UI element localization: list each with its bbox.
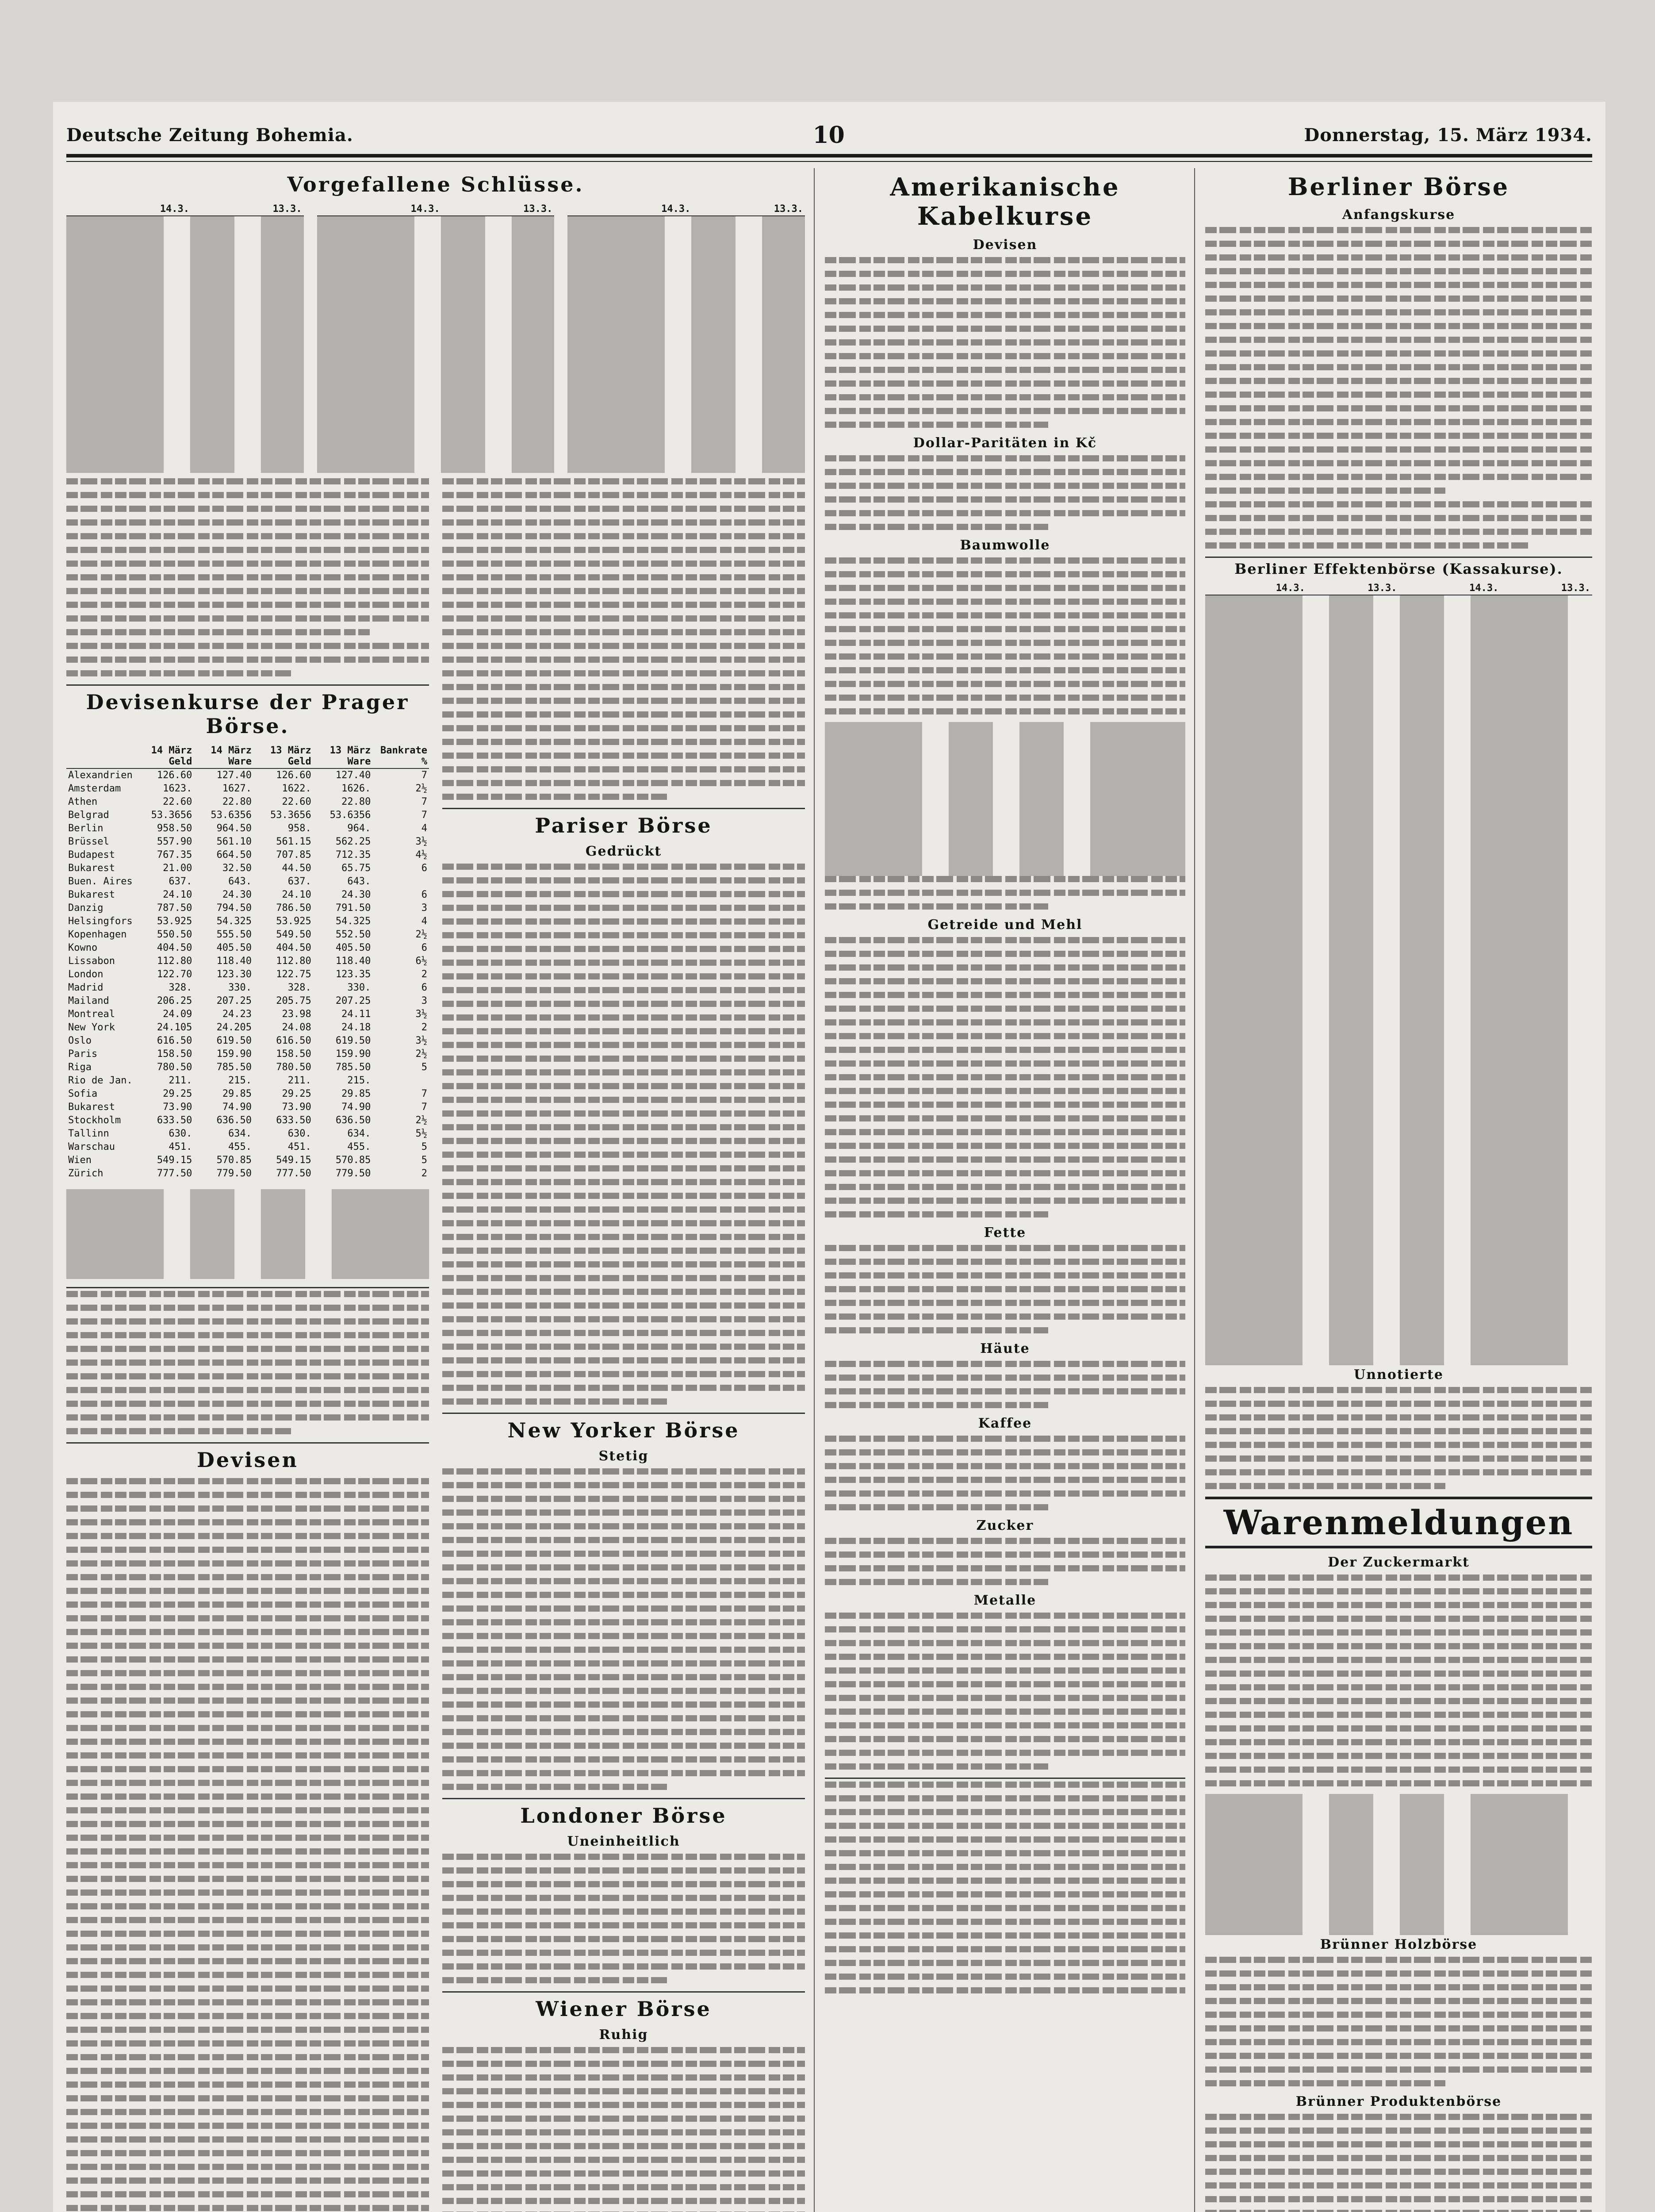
header-rule	[66, 154, 1592, 157]
rate-cell: 549.50	[276, 929, 311, 940]
rate-cell: 328.	[287, 982, 311, 993]
rate-cell: 112.80	[157, 956, 192, 967]
currency-name: Athen	[68, 796, 98, 807]
column-header: 13.3.	[1500, 582, 1592, 595]
currency-name: Montreal	[68, 1009, 115, 1020]
rate-cell: 24.23	[222, 1009, 252, 1020]
table-row	[66, 1008, 429, 1021]
rate-cell: 22.60	[282, 796, 311, 807]
rate-cell: 964.	[347, 823, 371, 834]
currency-name: Berlin	[68, 823, 103, 834]
table-row	[66, 1101, 429, 1114]
vorgefallene-subtable	[317, 203, 555, 473]
currency-name: Oslo	[68, 1035, 92, 1046]
rate-cell: 712.35	[335, 849, 371, 860]
rate-cell: 118.40	[216, 956, 252, 967]
section-title-wiener-boerse: Wiener Börse	[536, 1997, 712, 2021]
rate-cell: 619.50	[216, 1035, 252, 1046]
kaffee: Kaffee	[978, 1416, 1032, 1431]
left-subcolumns	[66, 478, 805, 2212]
table-row	[66, 1087, 429, 1101]
rate-cell: 780.50	[276, 1062, 311, 1073]
rate-cell: 5	[421, 1062, 427, 1073]
rate-cell: 54.325	[335, 916, 371, 927]
rate-cell: 707.85	[276, 849, 311, 860]
newspaper-page	[53, 102, 1605, 2212]
section-title-berliner-effekten: Berliner Effektenbörse (Kassakurse).	[1234, 561, 1563, 577]
rate-cell: 549.15	[276, 1155, 311, 1166]
table-row	[66, 955, 429, 968]
rate-cell: 451.	[169, 1141, 192, 1152]
rate-cell: 211.	[287, 1075, 311, 1086]
rate-cell: 122.75	[276, 969, 311, 980]
column-header: 13 März Ware	[313, 744, 373, 768]
haeute: Häute	[980, 1341, 1030, 1356]
section-title-warenmeldungen: Warenmeldungen	[1205, 1497, 1592, 1548]
rate-cell: 562.25	[335, 836, 371, 847]
table-row	[66, 915, 429, 928]
column-header: 13 März Geld	[253, 744, 313, 768]
rate-cell: 29.25	[163, 1088, 192, 1099]
rate-cell: 207.25	[335, 995, 371, 1006]
column-header: 14.3.	[580, 203, 693, 216]
currency-name: Buen. Aires	[68, 876, 133, 887]
rate-cell: 22.60	[163, 796, 192, 807]
rate-cell: 22.80	[341, 796, 371, 807]
currency-name: Zürich	[68, 1168, 103, 1179]
table-row	[66, 941, 429, 955]
table-row	[66, 968, 429, 981]
rate-cell: 127.40	[216, 770, 252, 781]
rate-cell: 122.70	[157, 969, 192, 980]
rate-cell: 24.18	[341, 1022, 371, 1033]
rate-cell: 24.10	[163, 889, 192, 900]
rate-cell: 643.	[347, 876, 371, 887]
section-title-londoner-boerse: Londoner Börse	[520, 1804, 727, 1828]
vorgefallene-subtable	[567, 203, 805, 473]
page-number: 10	[812, 121, 845, 149]
rate-cell: 3	[421, 995, 427, 1006]
rate-cell: 330.	[347, 982, 371, 993]
rate-cell: 215.	[347, 1075, 371, 1086]
rate-cell: 53.925	[276, 916, 311, 927]
rate-cell: 3½	[415, 1009, 427, 1020]
rate-cell: 2	[421, 1022, 427, 1033]
issue-date: Donnerstag, 15. März 1934.	[1304, 124, 1592, 146]
section-title-devisen: Devisen	[197, 1448, 299, 1472]
rate-cell: 24.09	[163, 1009, 192, 1020]
column-header: 13.3.	[1307, 582, 1399, 595]
rate-cell: 5½	[415, 1128, 427, 1139]
rate-cell: 570.85	[335, 1155, 371, 1166]
vorgefallene-table	[66, 203, 805, 473]
rate-cell: 664.50	[216, 849, 252, 860]
table-row	[66, 1127, 429, 1141]
rate-cell: 74.90	[222, 1102, 252, 1113]
table-row	[66, 835, 429, 849]
rate-cell: 4½	[415, 849, 427, 860]
rate-cell: 53.925	[157, 916, 192, 927]
rate-cell: 636.50	[335, 1115, 371, 1126]
rate-cell: 767.35	[157, 849, 192, 860]
zuckermarkt: Der Zuckermarkt	[1328, 1555, 1470, 1570]
rate-cell: 73.90	[163, 1102, 192, 1113]
table-row	[66, 809, 429, 822]
table-row	[66, 862, 429, 875]
rate-cell: 123.35	[335, 969, 371, 980]
getreide: Getreide und Mehl	[927, 917, 1083, 933]
rate-cell: 555.50	[216, 929, 252, 940]
column-divider	[814, 168, 815, 2212]
currency-name: Warschau	[68, 1141, 115, 1152]
rate-cell: 777.50	[276, 1168, 311, 1179]
column-header: 14.3.	[1215, 582, 1307, 595]
rate-cell: 1626.	[341, 783, 371, 794]
table-row	[66, 795, 429, 809]
column-header: 14 März Geld	[134, 744, 194, 768]
effekten-table-header	[1205, 582, 1592, 595]
rate-cell: 112.80	[276, 956, 311, 967]
rate-cell: 2	[421, 1168, 427, 1179]
left-subcolumn-a	[66, 478, 429, 2212]
column-right	[1205, 168, 1592, 2212]
rate-cell: 65.75	[341, 863, 371, 874]
rate-cell: 785.50	[335, 1062, 371, 1073]
rate-cell: 958.	[287, 823, 311, 834]
fette: Fette	[984, 1225, 1027, 1240]
currency-name: Budapest	[68, 849, 115, 860]
table-row	[66, 1167, 429, 1180]
rate-cell: 211.	[169, 1075, 192, 1086]
table-row	[66, 928, 429, 941]
rate-cell: 159.90	[335, 1048, 371, 1060]
wien-tendency: Ruhig	[599, 2027, 648, 2043]
currency-name: Amsterdam	[68, 783, 121, 794]
currency-name: Danzig	[68, 902, 103, 914]
column-header: 13.3.	[191, 203, 304, 216]
table-row	[66, 902, 429, 915]
rate-cell: 7	[421, 796, 427, 807]
rate-cell: 785.50	[216, 1062, 252, 1073]
rate-cell	[372, 875, 429, 888]
rate-cell: 23.98	[282, 1009, 311, 1020]
berlin-anfangskurse: Anfangskurse	[1342, 207, 1456, 223]
rate-cell: 215.	[228, 1075, 252, 1086]
baumwolle: Baumwolle	[960, 538, 1050, 553]
currency-name: Kopenhagen	[68, 929, 127, 940]
table-row	[66, 1048, 429, 1061]
currency-name: Brüssel	[68, 836, 109, 847]
rate-cell: 455.	[228, 1141, 252, 1152]
rate-cell: 54.325	[216, 916, 252, 927]
rate-cell: 550.50	[157, 929, 192, 940]
rate-cell: 619.50	[335, 1035, 371, 1046]
table-row	[66, 981, 429, 995]
rate-cell: 44.50	[282, 863, 311, 874]
rate-cell: 633.50	[276, 1115, 311, 1126]
rate-cell	[372, 1074, 429, 1087]
bruenner-holzboerse: Brünner Holzbörse	[1320, 1937, 1478, 1952]
rate-cell: 207.25	[216, 995, 252, 1006]
currency-name: Kowno	[68, 942, 98, 953]
rate-cell: 53.6356	[211, 810, 252, 821]
currency-name: Riga	[68, 1062, 92, 1073]
table-row	[66, 1154, 429, 1167]
rate-cell: 7	[421, 1088, 427, 1099]
rate-cell: 405.50	[216, 942, 252, 953]
rate-cell: 205.75	[276, 995, 311, 1006]
table-row	[66, 1141, 429, 1154]
rate-cell: 786.50	[276, 902, 311, 914]
rate-cell: 126.60	[157, 770, 192, 781]
currency-name: Sofia	[68, 1088, 98, 1099]
rate-cell: 74.90	[341, 1102, 371, 1113]
rate-cell: 127.40	[335, 770, 371, 781]
rate-cell: 53.6356	[329, 810, 371, 821]
currency-name: Helsingfors	[68, 916, 133, 927]
rate-cell: 6	[421, 982, 427, 993]
rate-cell: 3	[421, 902, 427, 914]
table-row	[66, 768, 429, 782]
table-row	[66, 822, 429, 835]
rate-cell: 118.40	[335, 956, 371, 967]
rate-cell: 791.50	[335, 902, 371, 914]
rate-cell: 24.08	[282, 1022, 311, 1033]
rate-cell: 159.90	[216, 1048, 252, 1060]
column-header: Bankrate %	[372, 744, 429, 768]
rate-cell: 636.50	[216, 1115, 252, 1126]
rate-cell: 455.	[347, 1141, 371, 1152]
running-head	[66, 119, 1592, 150]
currency-name: Bukarest	[68, 1102, 115, 1113]
table-row	[66, 875, 429, 888]
section-title-amerikanische: Amerikanische Kabelkurse	[890, 173, 1120, 231]
zucker: Zucker	[976, 1518, 1034, 1533]
rate-cell: 549.15	[157, 1155, 192, 1166]
rate-cell: 634.	[347, 1128, 371, 1139]
rate-cell: 1623.	[163, 783, 192, 794]
column-left	[66, 168, 805, 2212]
rate-cell: 6	[421, 889, 427, 900]
rate-cell: 1622.	[282, 783, 311, 794]
new-york-tendency: Stetig	[598, 1448, 649, 1464]
metalle: Metalle	[973, 1593, 1037, 1608]
rate-cell: 73.90	[282, 1102, 311, 1113]
newspaper-name: Deutsche Zeitung Bohemia.	[66, 124, 353, 146]
rate-cell: 330.	[228, 982, 252, 993]
rate-cell: 2½	[415, 1115, 427, 1126]
section-title-berliner-boerse: Berliner Börse	[1287, 173, 1510, 201]
rate-cell: 53.3656	[270, 810, 311, 821]
table-row	[66, 1021, 429, 1034]
rate-cell: 7	[421, 810, 427, 821]
vorgefallene-subtable	[66, 203, 304, 473]
rate-cell: 616.50	[276, 1035, 311, 1046]
section-title-pariser-boerse: Pariser Börse	[535, 814, 713, 837]
london-tendency: Uneinheitlich	[567, 1834, 680, 1849]
section-title-vorgefallene: Vorgefallene Schlüsse.	[287, 173, 584, 196]
table-row	[66, 995, 429, 1008]
column-header: 13.3.	[442, 203, 555, 216]
rate-cell: 779.50	[216, 1168, 252, 1179]
currency-name: Bukarest	[68, 863, 115, 874]
rate-cell: 964.50	[216, 823, 252, 834]
rate-cell: 2½	[415, 783, 427, 794]
rate-cell: 2½	[415, 1048, 427, 1060]
rate-cell: 630.	[287, 1128, 311, 1139]
rate-cell: 22.80	[222, 796, 252, 807]
rate-cell: 777.50	[157, 1168, 192, 1179]
currency-name: Bukarest	[68, 889, 115, 900]
dollar-paritaeten: Dollar-Paritäten in Kč	[913, 435, 1097, 451]
rate-cell: 21.00	[163, 863, 192, 874]
rate-cell: 6½	[415, 956, 427, 967]
rate-cell: 6	[421, 863, 427, 874]
devisen-table	[66, 744, 429, 1180]
rate-cell: 405.50	[335, 942, 371, 953]
rate-cell: 787.50	[157, 902, 192, 914]
rate-cell: 633.50	[157, 1115, 192, 1126]
rate-cell: 5	[421, 1141, 427, 1152]
bruenner-produktenboerse: Brünner Produktenbörse	[1295, 2094, 1502, 2109]
rate-cell: 1627.	[222, 783, 252, 794]
rate-cell: 24.30	[222, 889, 252, 900]
rate-cell: 5	[421, 1155, 427, 1166]
rate-cell: 24.10	[282, 889, 311, 900]
rate-cell: 123.30	[216, 969, 252, 980]
devisen-table-body	[66, 768, 429, 1180]
rate-cell: 552.50	[335, 929, 371, 940]
currency-name: Mailand	[68, 995, 109, 1006]
rate-cell: 53.3656	[151, 810, 192, 821]
rate-cell: 404.50	[157, 942, 192, 953]
column-header: 13.3.	[692, 203, 805, 216]
column-header: 14 März Ware	[194, 744, 253, 768]
currency-name: Stockholm	[68, 1115, 121, 1126]
rate-cell: 630.	[169, 1128, 192, 1139]
currency-name: Madrid	[68, 982, 103, 993]
rate-cell: 958.50	[157, 823, 192, 834]
rate-cell: 29.85	[222, 1088, 252, 1099]
rate-cell: 24.105	[157, 1022, 192, 1033]
rate-cell: 158.50	[276, 1048, 311, 1060]
rate-cell: 561.10	[216, 836, 252, 847]
rate-cell: 794.50	[216, 902, 252, 914]
rate-cell: 7	[421, 1102, 427, 1113]
column-divider	[1194, 168, 1195, 2212]
rate-cell: 7	[421, 770, 427, 781]
table-row	[66, 1074, 429, 1087]
rate-cell: 206.25	[157, 995, 192, 1006]
rate-cell: 126.60	[276, 770, 311, 781]
section-title-new-yorker-boerse: New Yorker Börse	[507, 1418, 740, 1442]
currency-name: London	[68, 969, 103, 980]
currency-name: New York	[68, 1022, 115, 1033]
amerik-devisen: Devisen	[973, 237, 1038, 253]
table-row	[66, 782, 429, 795]
column-middle	[825, 168, 1185, 2212]
column-header: 14.3.	[329, 203, 442, 216]
rate-cell: 616.50	[157, 1035, 192, 1046]
currency-name: Paris	[68, 1048, 98, 1060]
rate-cell: 557.90	[157, 836, 192, 847]
currency-name: Alexandrien	[68, 770, 133, 781]
rate-cell: 3½	[415, 1035, 427, 1046]
column-header: 14.3.	[1409, 582, 1501, 595]
rate-cell: 24.30	[341, 889, 371, 900]
rate-cell: 451.	[287, 1141, 311, 1152]
left-subcolumn-b	[442, 478, 805, 2212]
rate-cell: 6	[421, 942, 427, 953]
rate-cell: 158.50	[157, 1048, 192, 1060]
pariser-tendency: Gedrückt	[585, 844, 662, 859]
rate-cell: 32.50	[222, 863, 252, 874]
unnotierte: Unnotierte	[1354, 1367, 1444, 1382]
table-row	[66, 1034, 429, 1048]
table-row	[66, 888, 429, 902]
header-rule-thin	[66, 161, 1592, 162]
rate-cell: 29.25	[282, 1088, 311, 1099]
section-title-devisenkurse: Devisenkurse der Prager Börse.	[86, 690, 410, 738]
rate-cell: 634.	[228, 1128, 252, 1139]
rate-cell: 24.11	[341, 1009, 371, 1020]
rate-cell: 4	[421, 916, 427, 927]
currency-name: Lissabon	[68, 956, 115, 967]
table-row	[66, 849, 429, 862]
rate-cell: 29.85	[341, 1088, 371, 1099]
currency-name: Wien	[68, 1155, 92, 1166]
rate-cell: 2½	[415, 929, 427, 940]
column-header: 14.3.	[78, 203, 191, 216]
rate-cell: 637.	[169, 876, 192, 887]
rate-cell: 637.	[287, 876, 311, 887]
currency-name: Rio de Jan.	[68, 1075, 133, 1086]
rate-cell: 780.50	[157, 1062, 192, 1073]
currency-name: Belgrad	[68, 810, 109, 821]
rate-cell: 328.	[169, 982, 192, 993]
rate-cell: 2	[421, 969, 427, 980]
rate-cell: 24.205	[216, 1022, 252, 1033]
rate-cell: 404.50	[276, 942, 311, 953]
table-row	[66, 1061, 429, 1074]
rate-cell: 4	[421, 823, 427, 834]
rate-cell: 570.85	[216, 1155, 252, 1166]
rate-cell: 561.15	[276, 836, 311, 847]
currency-name: Tallinn	[68, 1128, 109, 1139]
rate-cell: 779.50	[335, 1168, 371, 1179]
table-row	[66, 1114, 429, 1127]
rate-cell: 3½	[415, 836, 427, 847]
rate-cell: 643.	[228, 876, 252, 887]
